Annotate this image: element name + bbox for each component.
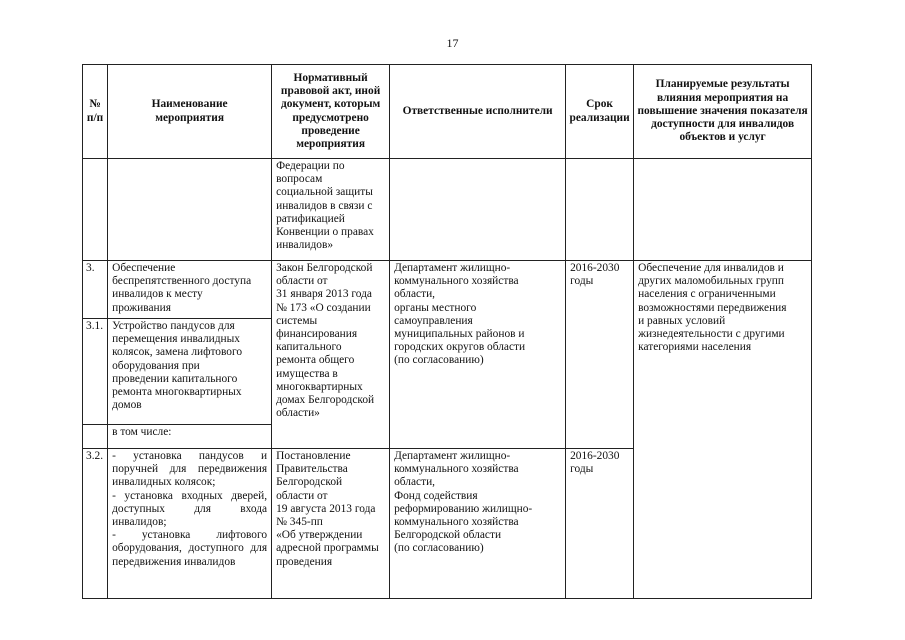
row31-name: Устройство пандусов для перемещения инвалидных колясок, замена лифтового оборудования при проведении капитального ремонта многоквартирных домов xyxy=(108,319,272,425)
table-row-3 xyxy=(83,261,812,319)
row32-exec: Департамент жилищно- коммунального хозяйства области, Фонд содействия реформированию жилищно- коммунального хозяйства Белгородской области (по согласованию) xyxy=(390,449,566,599)
cont-term xyxy=(566,159,634,261)
row3-term: 2016-2030 годы xyxy=(566,261,634,449)
cont-exec xyxy=(390,159,566,261)
row32-name: - установка пандусов и поручней для передвижения инвалидных колясок; - установка входных дверей, доступных для входа инвалидов; - установка лифтового оборудования, доступного для передвижения инвалидов xyxy=(108,449,272,599)
row3-num: 3. xyxy=(83,261,108,319)
row32-num: 3.2. xyxy=(83,449,108,599)
cont-name xyxy=(108,159,272,261)
header-result: Планируемые результаты влияния мероприятия на повышение значения показателя доступности для инвалидов объектов и услуг xyxy=(634,65,812,159)
measures-table xyxy=(82,64,812,599)
row3-exec: Департамент жилищно- коммунального хозяйства области, органы местного самоуправления муниципальных районов и городских округов области (по согласованию) xyxy=(390,261,566,449)
row3-name: Обеспечение беспрепятственного доступа инвалидов к месту проживания xyxy=(108,261,272,319)
header-exec: Ответственные исполнители xyxy=(390,65,566,159)
cont-result xyxy=(634,159,812,261)
row32-term: 2016-2030 годы xyxy=(566,449,634,599)
row31-sub-name: в том числе: xyxy=(108,425,272,449)
header-term: Срок реализации xyxy=(566,65,634,159)
table-header-row xyxy=(83,65,812,159)
cont-num xyxy=(83,159,108,261)
row31-sub-num xyxy=(83,425,108,449)
header-name: Наименование мероприятия xyxy=(108,65,272,159)
page-number: 17 xyxy=(446,36,459,50)
table-row-continuation xyxy=(83,159,812,261)
row31-num: 3.1. xyxy=(83,319,108,425)
row32-act: Постановление Правительства Белгородской области от 19 августа 2013 года № 345-пп «Об утверждении адресной программы проведения xyxy=(272,449,390,599)
row3-result: Обеспечение для инвалидов и других маломобильных групп населения с ограниченными возможностями передвижения и равных условий жизнедеятельности с другими категориями населения xyxy=(634,261,812,599)
row3-act: Закон Белгородской области от 31 января 2013 года № 173 «О создании системы финансирования капитального ремонта общего имущества в многоквартирных домах Белгородской области» xyxy=(272,261,390,449)
cont-act: Федерации по вопросам социальной защиты инвалидов в связи с ратификацией Конвенции о правах инвалидов» xyxy=(272,159,390,261)
header-act: Нормативный правовой акт, иной документ, которым предусмотрено проведение мероприятия xyxy=(272,65,390,159)
header-num: № п/п xyxy=(83,65,108,159)
